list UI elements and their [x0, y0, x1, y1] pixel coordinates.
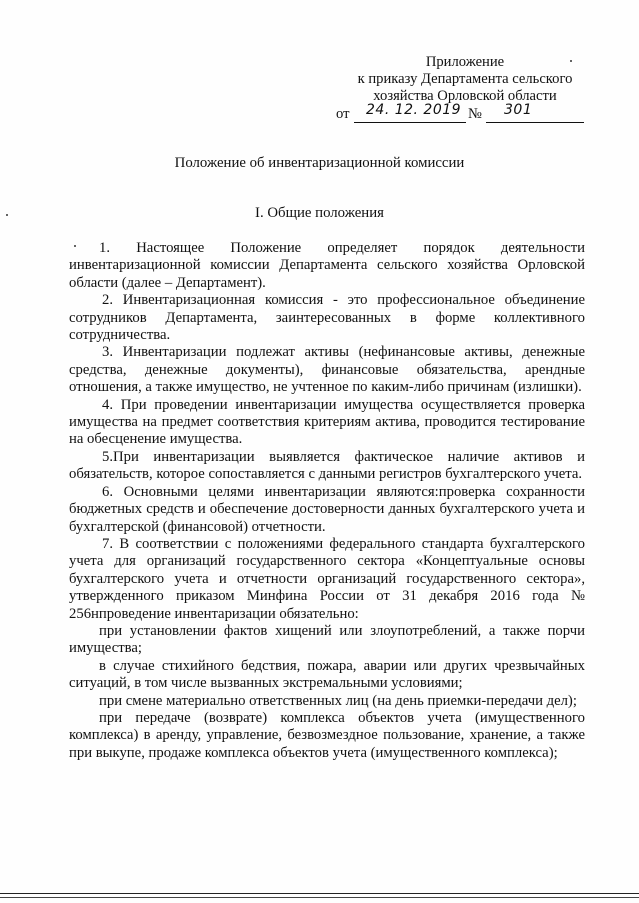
paragraph-7: 7. В соответствии с положениями федерального стандарта бухгалтерского учета для организаций государственного сектора «Концептуальные основы бухгалтерского учета и отчетности организаций государственного сектора», утвержденного приказом Минфина России от 31 декабря 2016 года № 256нпроведение инвентаризации обязательно:: [69, 535, 585, 622]
case-item: в случае стихийного бедствия, пожара, аварии или других чрезвычайных ситуаций, в том числе вызванных экстремальными условиями;: [69, 657, 585, 692]
paragraph-5: 5.При инвентаризации выявляется фактическое наличие активов и обязательств, которое сопоставляется с данными регистров бухгалтерского учета.: [69, 448, 585, 483]
approval-region-line: хозяйства Орловской области: [373, 88, 557, 104]
case-item: при смене материально ответственных лиц (на день приемки-передачи дел);: [99, 692, 577, 709]
scan-edge-line: [0, 897, 639, 898]
paragraph-3: 3. Инвентаризации подлежат активы (нефинансовые активы, денежные средства, денежные документы), финансовые обязательства, арендные отношения, а также имущество, не учтенное по каким-либо причинам (излишки).: [69, 344, 585, 396]
scan-edge-line: [0, 893, 639, 894]
date-underline: [354, 122, 466, 123]
number-prefix: №: [468, 106, 482, 122]
handwritten-date: 24. 12. 2019: [366, 102, 462, 118]
case-item: при передаче (возврате) комплекса объектов учета (имущественного комплекса) в аренду, управление, безвозмездное пользование, хранение, а также при выкупе, продаже комплекса объектов учета (имущественного комплекса);: [69, 709, 585, 761]
order-date-number-row: [336, 104, 586, 124]
approval-order-line: к приказу Департамента сельского: [357, 71, 573, 87]
scan-speck: [6, 214, 8, 216]
scan-speck: [570, 60, 572, 62]
handwritten-number: 301: [504, 102, 533, 118]
document-title: Положение об инвентаризационной комиссии: [174, 155, 465, 171]
case-item: при установлении фактов хищений или злоупотреблений, а также порчи имущества;: [69, 622, 585, 657]
paragraph-1: 1. Настоящее Положение определяет порядок деятельности инвентаризационной комиссии Департамента сельского хозяйства Орловской области (далее – Департамент).: [69, 240, 585, 291]
section-heading: I. Общие положения: [255, 205, 384, 221]
document-body: [69, 240, 585, 762]
paragraph-6: 6. Основными целями инвентаризации являются:проверка сохранности бюджетных средств и обеспечение достоверности данных бухгалтерского учета и бухгалтерской (финансовой) отчетности.: [69, 483, 585, 535]
number-underline: [486, 122, 584, 123]
approval-block: [340, 54, 590, 105]
scan-speck: [74, 245, 76, 247]
approval-heading: Приложение: [425, 54, 505, 70]
date-prefix: от: [336, 106, 350, 122]
paragraph-4: 4. При проведении инвентаризации имущества осуществляется проверка имущества на предмет соответствия критериям актива, проводится тестирование на обесценение имущества.: [69, 396, 585, 448]
paragraph-2: 2. Инвентаризационная комиссия - это профессиональное объединение сотрудников Департамента, заинтересованных в форме коллективного сотрудничества.: [69, 292, 585, 344]
